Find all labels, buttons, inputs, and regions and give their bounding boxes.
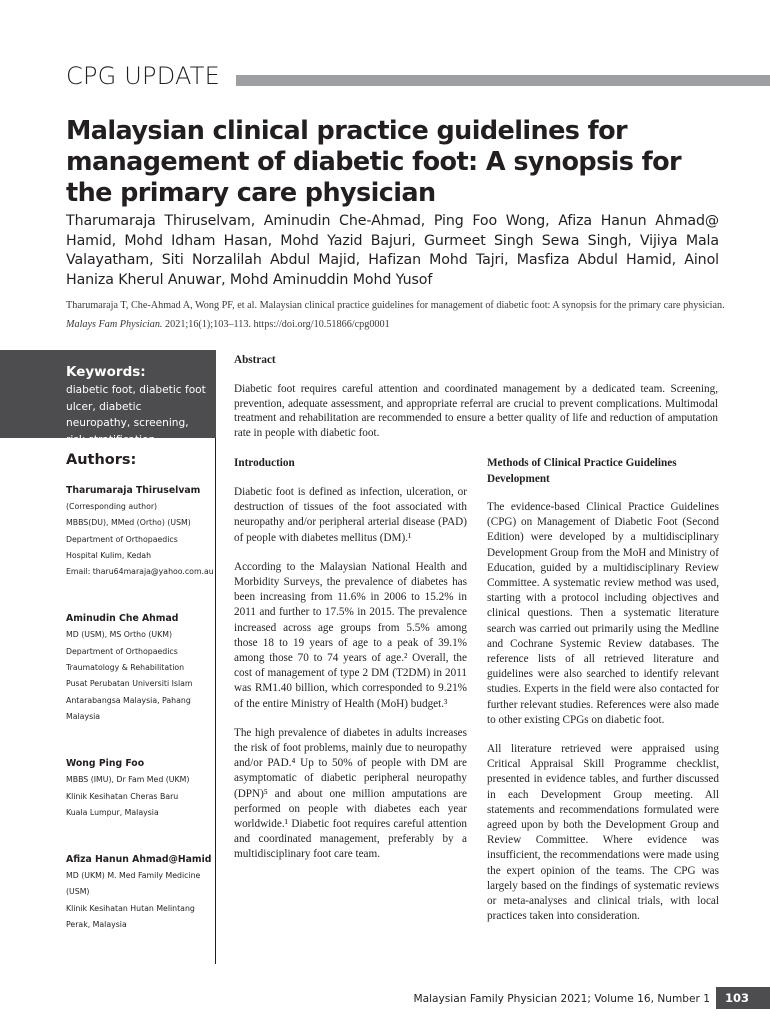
- author-detail: MD (USM), MS Ortho (UKM): [66, 630, 173, 640]
- author-detail: (Corresponding author): [66, 502, 158, 511]
- keywords-heading: Keywords:: [66, 364, 146, 380]
- author-detail: Perak, Malaysia: [66, 920, 127, 930]
- author-name: Wong Ping Foo: [66, 758, 145, 770]
- author-detail: Klinik Kesihatan Cheras Baru: [66, 791, 179, 801]
- abstract-heading: Abstract: [234, 354, 276, 366]
- author-detail: MD (UKM) M. Med Family Medicine: [66, 871, 201, 881]
- author-detail: Malaysia: [66, 711, 101, 721]
- author-name: Tharumaraja Thiruselvam: [66, 485, 201, 496]
- introduction-paragraph: Diabetic foot is defined as infection, ulceration, or destruction of tissues of the foot associated with neuropathy and/or peripheral arterial disease (PAD) of people with diabetes mellitus (DM).¹: [234, 486, 467, 544]
- author-detail: Antarabangsa Malaysia, Pahang: [66, 695, 191, 705]
- keywords-box: [0, 350, 216, 446]
- author-detail: Kuala Lumpur, Malaysia: [66, 807, 159, 817]
- section-label: CPG UPDATE: [66, 62, 220, 90]
- page-number: 103: [716, 987, 770, 1009]
- author-email: Email: tharu64maraja@yahoo.com.au: [66, 567, 214, 577]
- citation-prefix: Tharumaraja T, Che-Ahmad A, Wong PF, et al. Malaysian clinical practice guidelines for management of diabetic foot: A synopsis for the primary care physician.: [66, 300, 725, 311]
- methods-heading: Methods of Clinical Practice Guidelines Development: [487, 457, 677, 485]
- introduction-section: [234, 455, 467, 877]
- introduction-paragraph: The high prevalence of diabetes in adults increases the risk of foot problems, mainly due to neuropathy and/or PAD.⁴ Up to 50% of people with DM are asymptomatic of diabetic peripheral neuropathy (DPN)⁵ and about one million amputations are performed on people with diabetes each year worldwide.¹ Diabetic foot requires careful attention and coordinated management, preferably by a multidisciplinary foot care team.: [234, 726, 467, 861]
- abstract-section: [234, 352, 718, 454]
- author-detail: MBBS (IMU), Dr Fam Med (UKM): [66, 775, 190, 785]
- abstract-text: Diabetic foot requires careful attention and coordinated management by a dedicated team. Screening, prevention, adequate assessment, and appropriate referral are crucial to prevent complications. Multimodal treatment and rehabilitation are recommended to ensure a better quality of life and reduction of amputation rate in people with diabetic foot.: [234, 383, 718, 439]
- header-rule: [236, 75, 770, 86]
- author-detail: Hospital Kulim, Kedah: [66, 550, 152, 560]
- citation-suffix: 2021;16(1);103–113. https://doi.org/10.51866/cpg0001: [165, 319, 390, 330]
- author-detail: Traumatology & Rehabilitation: [66, 663, 185, 673]
- author-entry: [66, 851, 212, 933]
- author-detail: Department of Orthopaedics: [66, 646, 178, 656]
- section-header: [66, 62, 770, 94]
- citation: [66, 296, 726, 334]
- author-detail: (USM): [66, 887, 90, 897]
- citation-journal: Malays Fam Physician.: [66, 319, 163, 330]
- author-detail: Pusat Perubatan Universiti Islam: [66, 679, 193, 689]
- article-title: Malaysian clinical practice guidelines for management of diabetic foot: A synopsis for the primary care physician: [66, 116, 682, 208]
- author-entry: [66, 755, 212, 821]
- author-name: Aminudin Che Ahmad: [66, 613, 179, 625]
- methods-section: [487, 455, 719, 938]
- introduction-paragraph: According to the Malaysian National Health and Morbidity Surveys, the prevalence of diabetes has been increasing from 11.6% in 2006 to 15.2% in 2011 and further to 17.5% in 2015. The prevalence increased across age groups from 5.5% among those 18 to 19 years of age to a peak of 39.1% among those 70 to 74 years of age.² Overall, the cost of management of type 2 DM (T2DM) in 2011 was RM1.40 billion, which corresponded to 9.21% of the entire Ministry of Health (MoH) budget.³: [234, 560, 467, 710]
- author-detail: MBBS(DU), MMed (Ortho) (USM): [66, 518, 191, 528]
- author-entry: [66, 610, 212, 725]
- author-detail: Department of Orthopaedics: [66, 534, 178, 544]
- keywords-text: diabetic foot, diabetic foot ulcer, diabetic neuropathy, screening, risk stratification: [66, 384, 206, 446]
- methods-paragraph: All literature retrieved were appraised using Critical Appraisal Skill Programme checklist, presented in evidence tables, and further discussed in each Development Group meeting. All statements and recommendations formulated were agreed upon by both the Development Group and Review Committee. Where evidence was insufficient, the recommendations were made using the expert opinion of the teams. The CPG was largely based on the findings of systematic reviews or meta-analyses and clinical trials, with local practices taken into consideration.: [487, 743, 719, 923]
- authors-sidebar: [66, 452, 212, 963]
- author-list: Tharumaraja Thiruselvam, Aminudin Che-Ahmad, Ping Foo Wong, Afiza Hanun Ahmad@ Hamid, Mohd Idham Hasan, Mohd Yazid Bajuri, Gurmeet Singh Sewa Singh, Vijiya Mala Valayatham, Siti Norzalilah Abdul Majid, Hafizan Mohd Tajri, Masfiza Abdul Hamid, Ainol Haniza Kherul Anuwar, Mohd Aminuddin Mohd Yusof: [66, 213, 719, 288]
- author-name: Afiza Hanun Ahmad@Hamid: [66, 854, 212, 866]
- journal-footer: Malaysian Family Physician 2021; Volume 16, Number 1: [413, 993, 710, 1005]
- author-detail: Klinik Kesihatan Hutan Melintang: [66, 903, 195, 913]
- authors-heading: Authors:: [66, 452, 137, 468]
- introduction-heading: Introduction: [234, 457, 295, 469]
- column-divider: [215, 438, 216, 964]
- methods-paragraph: The evidence-based Clinical Practice Guidelines (CPG) on Management of Diabetic Foot (Second Edition) were developed by a multidisciplinary Development Group from the MoH and Ministry of Education, guided by a multidisciplinary Review Committee. A systematic review method was used, starting with a protocol including objectives and clinical questions. Then a systematic literature search was carried out primarily using the Medline and Cochrane Systemic Review databases. The reference lists of all retrieved literature and guidelines were also searched to identify relevant studies. Experts in the field were also contacted for further relevant studies. References were also made to other existing CPGs on diabetic foot.: [487, 501, 719, 726]
- author-entry: [66, 482, 212, 580]
